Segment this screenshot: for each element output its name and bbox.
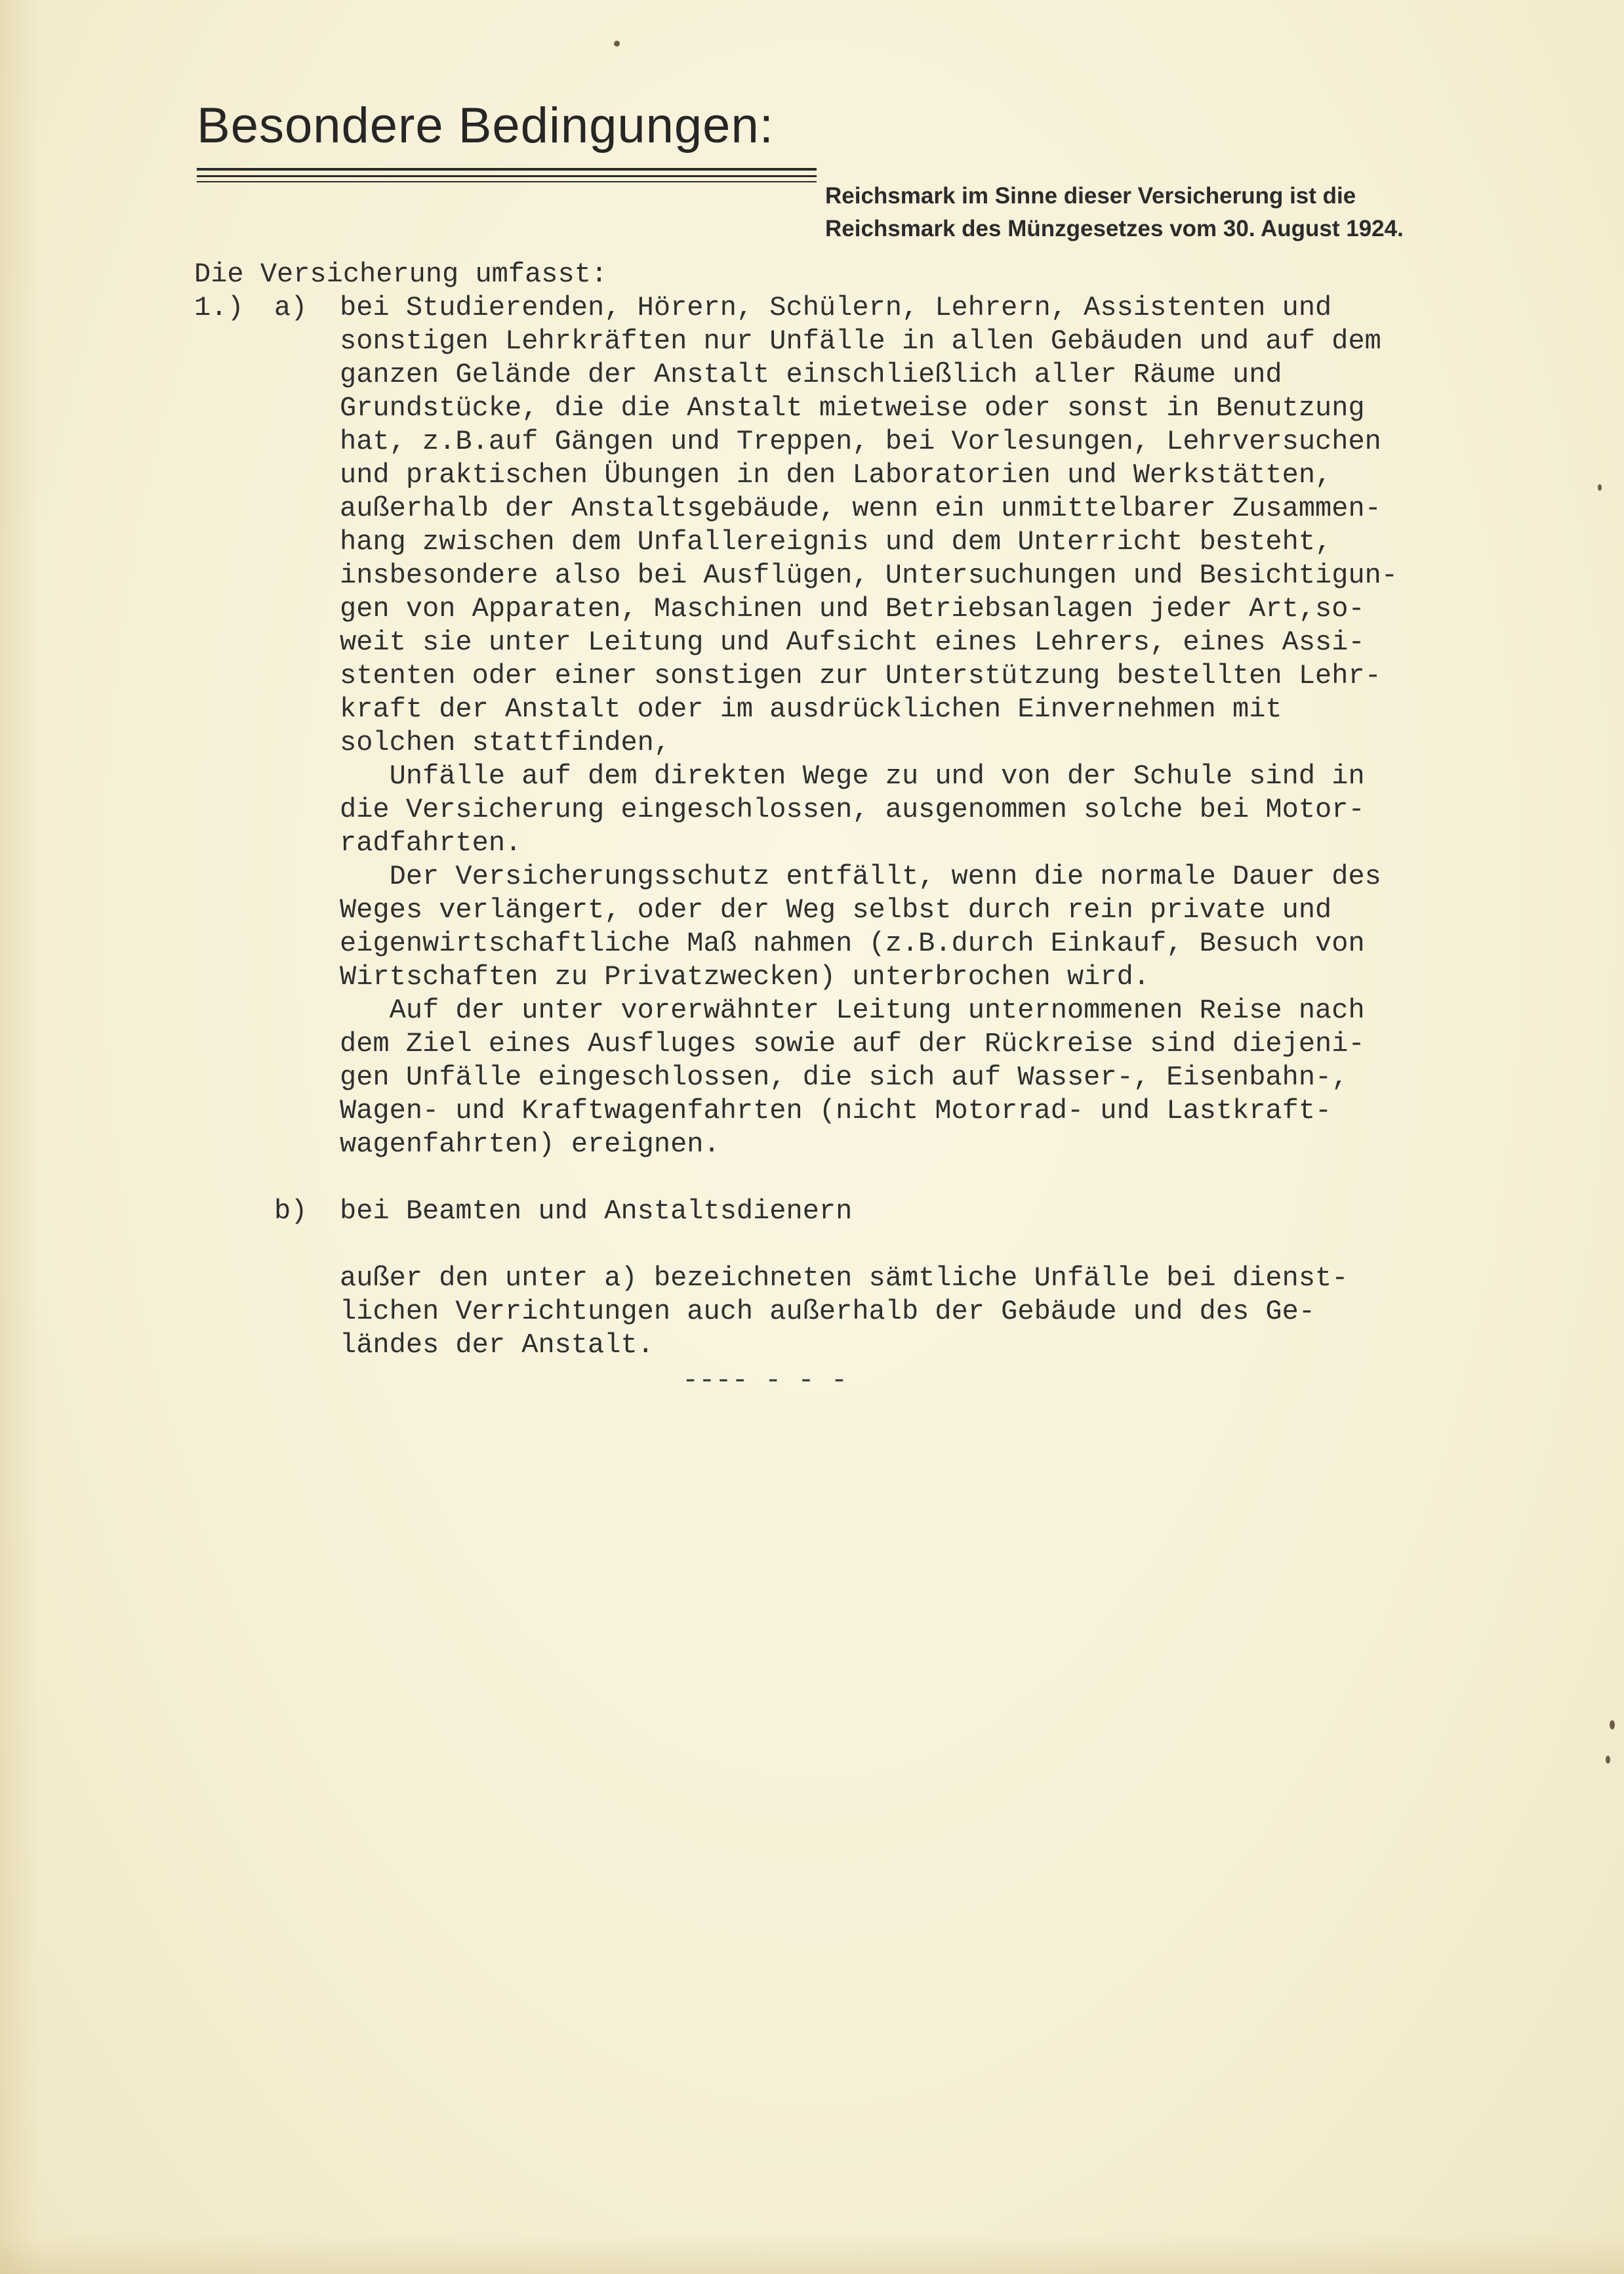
item-a-text-line: weit sie unter Leitung und Aufsicht eines Lehrers, eines Assi-: [340, 627, 1365, 658]
conditions-body: [194, 258, 1398, 1362]
item-a-text-line: Der Versicherungsschutz entfällt, wenn die normale Dauer des: [340, 861, 1381, 892]
heading-underline-1: [197, 168, 817, 171]
item-a-text-line: wagenfahrten) ereignen.: [340, 1128, 720, 1160]
item-a-text-line: Wirtschaften zu Privatzwecken) unterbrochen wird.: [340, 961, 1150, 993]
item-a-text-line: Wagen- und Kraftwagenfahrten (nicht Motorrad- und Lastkraft-: [340, 1095, 1332, 1127]
item-a-text-line: und praktischen Übungen in den Laboratorien und Werkstätten,: [340, 459, 1332, 491]
paper-speck: [1598, 484, 1602, 491]
item-a-text-line: dem Ziel eines Ausfluges sowie auf der Rückreise sind diejeni-: [340, 1028, 1365, 1060]
section-number: 1.): [194, 292, 244, 323]
item-b-text-line: ländes der Anstalt.: [340, 1329, 654, 1361]
item-a-text-line: sonstigen Lehrkräften nur Unfälle in allen Gebäuden und auf dem: [340, 325, 1381, 357]
item-a-text-line: eigenwirtschaftliche Maß nahmen (z.B.durch Einkauf, Besuch von: [340, 928, 1365, 959]
paper-edge-shadow: [0, 0, 39, 2274]
item-a-text-line: außerhalb der Anstaltsgebäude, wenn ein unmittelbarer Zusammen-: [340, 493, 1381, 524]
paper-speck: [614, 41, 620, 47]
item-b-heading-line: [194, 1195, 1398, 1228]
item-b-text-line: lichen Verrichtungen auch außerhalb der Gebäude und des Ge-: [340, 1296, 1316, 1327]
end-mark: ---- - - -: [682, 1365, 848, 1396]
item-a-text-line: gen von Apparaten, Maschinen und Betriebsanlagen jeder Art,so-: [340, 593, 1365, 625]
item-b-text-line: außer den unter a) bezeichneten sämtliche Unfälle bei dienst-: [340, 1262, 1349, 1294]
item-b-marker: b): [274, 1195, 308, 1227]
heading-underline-2: [197, 175, 817, 177]
item-a-text-line: Auf der unter vorerwähnter Leitung unternommenen Reise nach: [340, 995, 1365, 1026]
item-a-text-line: gen Unfälle eingeschlossen, die sich auf Wasser-, Eisenbahn-,: [340, 1062, 1349, 1093]
paper-speck: [1610, 1720, 1615, 1729]
blank-line: [194, 1161, 1398, 1195]
item-a-text-line: Weges verlängert, oder der Weg selbst durch rein private und: [340, 894, 1332, 926]
item-b-heading: bei Beamten und Anstaltsdienern: [340, 1195, 853, 1227]
item-a-text-line: stenten oder einer sonstigen zur Unterstützung bestellten Lehr-: [340, 660, 1381, 692]
heading-underline-3: [197, 181, 817, 182]
item-a-text-line: kraft der Anstalt oder im ausdrücklichen Einvernehmen mit: [340, 693, 1282, 725]
currency-note-line: Reichsmark des Münzgesetzes vom 30. August 1924.: [825, 216, 1404, 241]
item-a-text-line: radfahrten.: [340, 827, 522, 859]
item-a-text-line: hat, z.B.auf Gängen und Treppen, bei Vorlesungen, Lehrversuchen: [340, 426, 1381, 457]
page-heading: Besondere Bedingungen:: [197, 98, 774, 154]
item-a-marker: a): [274, 292, 308, 323]
currency-note-line: Reichsmark im Sinne dieser Versicherung ist die: [825, 183, 1356, 209]
item-a-text-line: solchen stattfinden,: [340, 727, 671, 758]
item-a-text-line: insbesondere also bei Ausflügen, Untersuchungen und Besichtigun-: [340, 560, 1398, 591]
item-a-first-line: [194, 291, 1398, 325]
item-a-text-line: die Versicherung eingeschlossen, ausgenommen solche bei Motor-: [340, 794, 1365, 825]
item-a-text-line: ganzen Gelände der Anstalt einschließlich aller Räume und: [340, 359, 1282, 390]
currency-note: [825, 180, 1404, 245]
blank-line: [194, 1228, 1398, 1262]
item-a-text-line: bei Studierenden, Hörern, Schülern, Lehrern, Assistenten und: [340, 292, 1332, 323]
item-a-text-line: hang zwischen dem Unfallereignis und dem Unterricht besteht,: [340, 526, 1332, 558]
paper-bottom-shadow: [0, 2235, 1624, 2274]
item-a-text-line: Unfälle auf dem direkten Wege zu und von der Schule sind in: [340, 760, 1365, 792]
paper-speck: [1606, 1756, 1610, 1764]
intro-line: Die Versicherung umfasst:: [194, 258, 608, 290]
item-a-text-line: Grundstücke, die die Anstalt mietweise oder sonst in Benutzung: [340, 392, 1365, 424]
